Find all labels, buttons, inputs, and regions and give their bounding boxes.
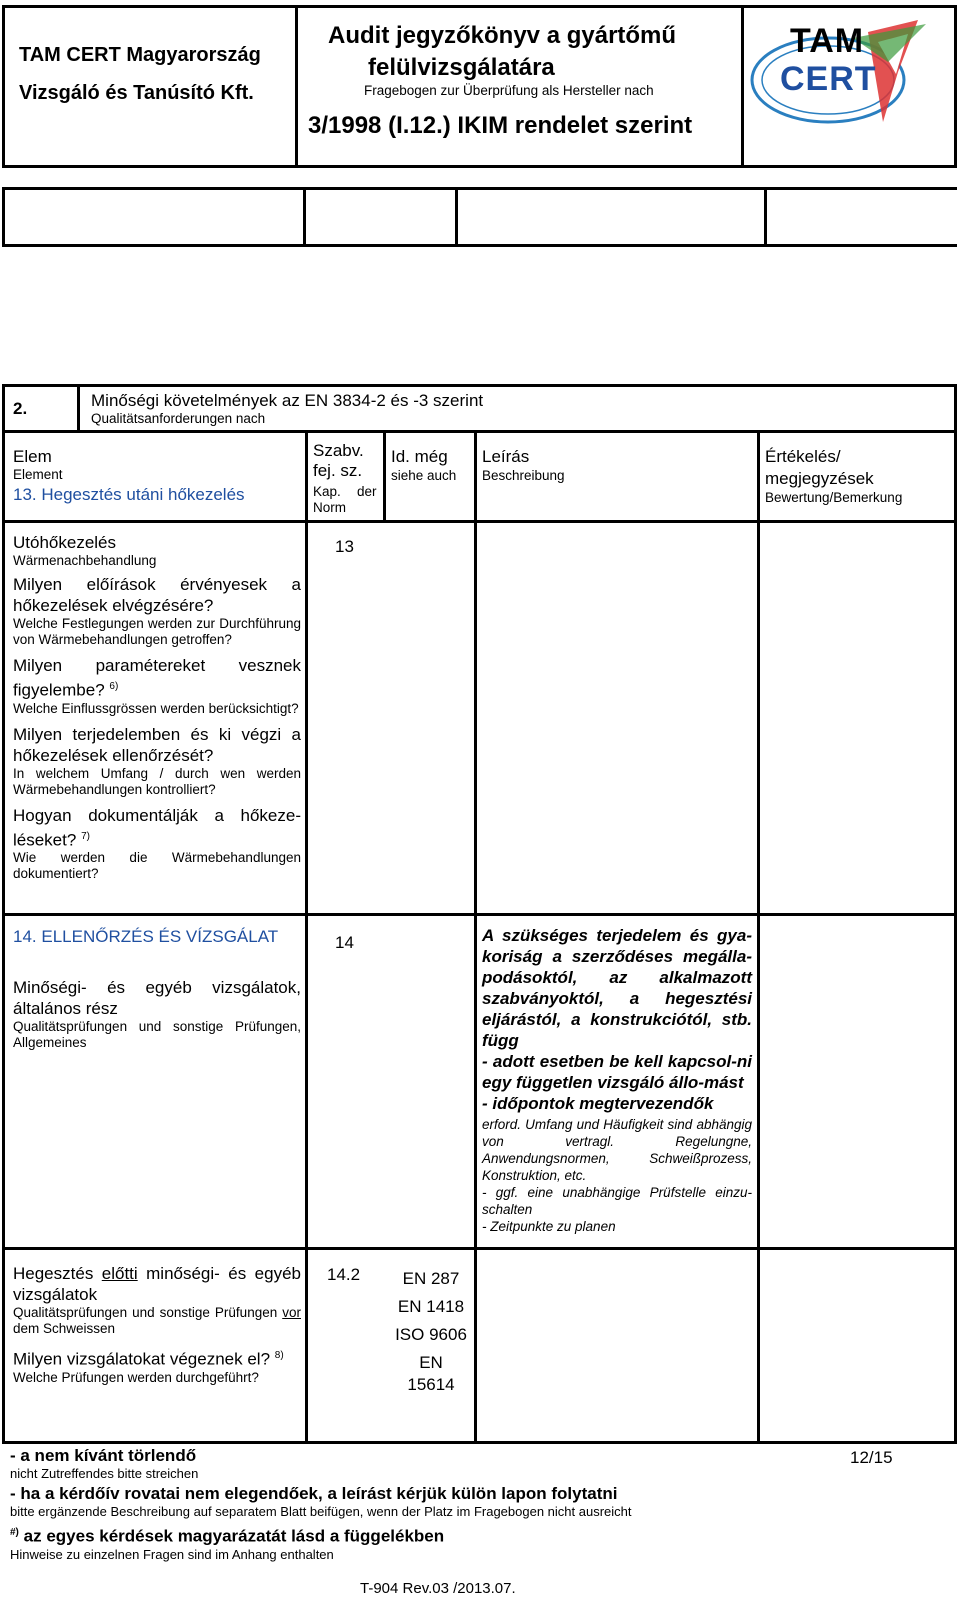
block14-description: [482, 925, 752, 1235]
footer-notes: [10, 1446, 950, 1563]
doc-title-german: Fragebogen zur Überprüfung als Hersteller nach: [364, 83, 654, 98]
footer-note2: - ha a kérdőív rovatai nem elegendőek, a leírást kérjük külön lapon folytatni: [10, 1484, 618, 1503]
block13-q1-de: Welche Festlegungen werden zur Durchführung von Wärmebehandlungen getroffen?: [13, 616, 301, 647]
document-header: [2, 5, 957, 168]
col-id-meg: Id. még: [391, 447, 448, 466]
block142-title-de: Qualitätsprüfungen und sonstige Prüfungen vor dem Schweissen: [13, 1305, 301, 1336]
doc-title-line1: Audit jegyzőkönyv a gyártőmű: [328, 22, 677, 49]
block14-desc-de1: erford. Umfang und Häufigkeit sind abhängig von vertragl. Regelungne, Anwendungsnormen, Schweißprozess, Konstruktion, etc.: [482, 1117, 752, 1183]
section-subtitle: Qualitätsanforderungen nach: [91, 411, 266, 426]
col-megjegyzesek: megjegyzések: [765, 469, 874, 488]
page-number: 12/15: [850, 1448, 893, 1467]
title-cell: [298, 8, 744, 165]
block14-desc3: - időpontok megtervezendők: [482, 1094, 714, 1113]
col-szabv: Szabv.: [313, 441, 364, 460]
empty-info-row: [2, 187, 957, 247]
block142-title: Hegesztés előtti minőségi- és egyéb vizsgálatok: [13, 1264, 301, 1304]
block14-desc-de3: - Zeitpunkte zu planen: [482, 1219, 616, 1234]
footer-note1: - a nem kívánt törlendő: [10, 1446, 197, 1465]
block13-q4-de: Wie werden die Wärmebehandlungen dokumentiert?: [13, 850, 301, 882]
block14-desc-de2: - ggf. eine unabhängige Prüfstelle einzu-schalten: [482, 1185, 752, 1217]
col-elem-de: Element: [13, 467, 63, 482]
block13-title-de: Wärmenachbehandlung: [13, 553, 157, 568]
standard-en: EN: [419, 1353, 443, 1372]
company-cell: [5, 8, 298, 165]
col-leiras: Leírás: [482, 447, 530, 466]
block-14-2-questions: [13, 1263, 301, 1386]
col-der: der: [357, 484, 377, 499]
col-fej: fej. sz.: [313, 461, 363, 480]
document-id: T-904 Rev.03 /2013.07.: [360, 1580, 516, 1597]
block-13-questions: [13, 533, 301, 882]
footer-note1-de: nicht Zutreffendes bitte streichen: [10, 1466, 199, 1481]
block13-ref: 13: [335, 537, 354, 556]
logo-text-tam: TAM: [790, 22, 865, 60]
col-kap: Kap.: [313, 484, 341, 499]
block142-q-de: Welche Prüfungen werden durchgeführt?: [13, 1369, 259, 1385]
block14-desc2: - adott esetben be kell kapcsol-ni egy független vizsgáló állo-mást: [482, 1052, 752, 1092]
col-norm: Norm: [313, 500, 346, 515]
section-title: Minőségi követelmények az EN 3834-2 és -3 szerint: [91, 391, 484, 410]
logo-cell: [744, 8, 954, 165]
company-subname: Vizsgáló és Tanúsító Kft.: [19, 82, 254, 104]
col-beschreibung: Beschreibung: [482, 468, 565, 483]
section-number: 2.: [13, 399, 28, 418]
footer-note3: #) az egyes kérdések magyarázatát lásd a függelékben: [10, 1526, 445, 1546]
block14-ref: 14: [335, 933, 354, 952]
block14-sub-de: Qualitätsprüfungen und sonstige Prüfungen, Allgemeines: [13, 1019, 301, 1050]
standard-iso9606: ISO 9606: [395, 1325, 467, 1344]
block142-standards: [391, 1265, 471, 1396]
block142-q: Milyen vizsgálatokat végeznek el? $^{8)}$: [13, 1349, 284, 1369]
standard-en287: EN 287: [402, 1269, 460, 1288]
col-elem: Elem: [13, 447, 52, 466]
block14-desc1: A szükséges terjedelem és gya-koriság a szerződéses megálla-podásoktól, az alkalmazott szabványoktól, a hegesztési eljárástól, a konstrukciótól, stb. függ: [482, 926, 752, 1050]
block13-q4: Hogyan dokumentálják a hőkeze-léseket? $^{7)}$: [13, 805, 301, 850]
block14-title: 14. ELLENŐRZÉS ÉS VÍZSGÁLAT: [13, 927, 279, 946]
col-siehe: siehe auch: [391, 468, 457, 483]
standard-15614: 15614: [407, 1375, 455, 1394]
quality-requirements-table: [2, 384, 957, 1444]
footer-note2-de: bitte ergänzende Beschreibung auf separatem Blatt beifügen, wenn der Platz im Fragebogen nicht ausreicht: [10, 1504, 632, 1519]
col-bewertung: Bewertung/Bemerkung: [765, 490, 903, 505]
block13-title: Utóhőkezelés: [13, 533, 117, 552]
block13-q2: Milyen paramétereket vesznek figyelembe? $^{6)}$: [13, 656, 301, 700]
company-name: TAM CERT Magyarország: [19, 44, 261, 66]
block13-q1: Milyen előírások érvényesek a hőkezelések elvégzésére?: [13, 575, 301, 615]
col-ertekeles: Értékelés/: [765, 447, 841, 466]
logo-text-cert: CERT: [780, 60, 877, 98]
doc-title-line2: felülvizsgálatára: [368, 54, 555, 81]
block13-q2-de: Welche Einflussgrössen werden berücksichtigt?: [13, 700, 299, 716]
block142-ref: 14.2: [327, 1265, 361, 1284]
footer-note3-de: Hinweise zu einzelnen Fragen sind im Anhang enthalten: [10, 1546, 334, 1562]
block14-sub: Minőségi- és egyéb vizsgálatok, általános rész: [13, 978, 301, 1018]
block13-q3: Milyen terjedelemben és ki végzi a hőkezelések ellenőrzését?: [13, 724, 301, 765]
block-14-questions: [13, 927, 301, 1051]
block13-q3-de: In welchem Umfang / durch wen werden Wärmebehandlungen kontrolliert?: [13, 765, 301, 797]
col-elem-section: 13. Hegesztés utáni hőkezelés: [13, 485, 245, 504]
regulation-title: 3/1998 (I.12.) IKIM rendelet szerint: [308, 112, 693, 139]
standard-en1418: EN 1418: [397, 1297, 465, 1316]
